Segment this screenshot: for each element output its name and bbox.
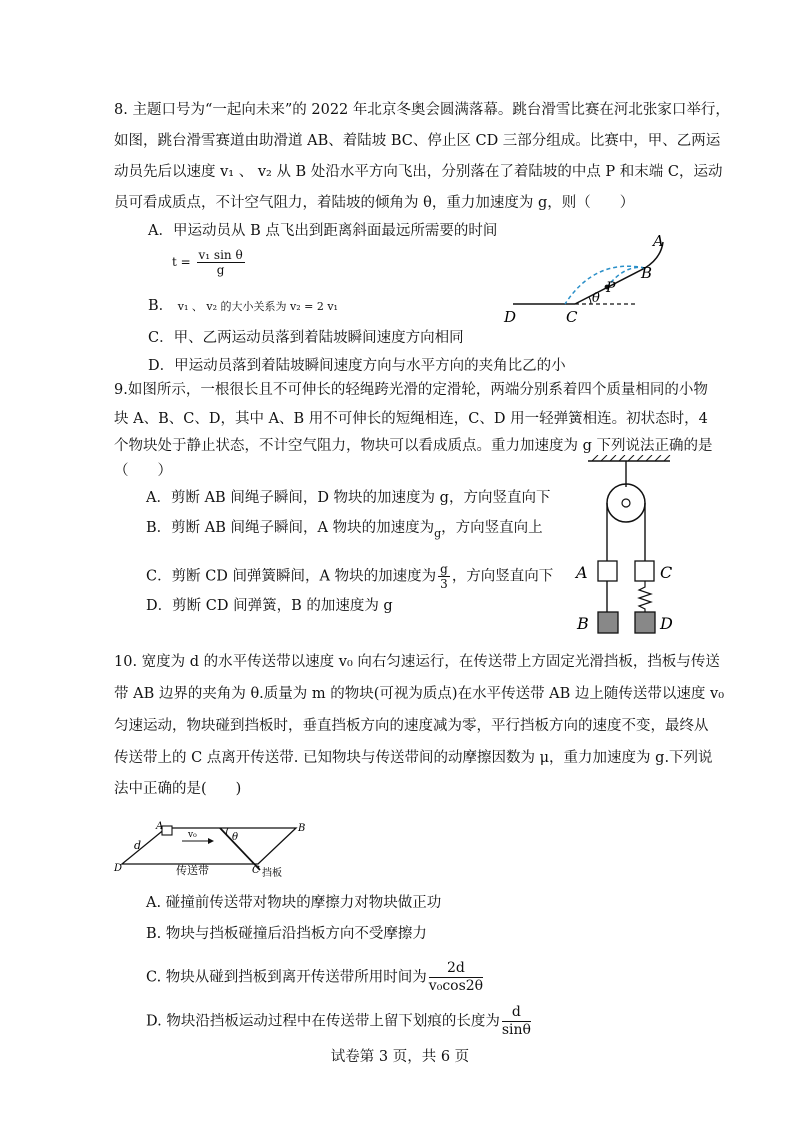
block	[162, 826, 172, 835]
velocity-arrowhead	[208, 838, 214, 844]
label-b: B	[641, 264, 653, 282]
q10-line-4: 传送带上的 C 点离开传送带. 已知物块与传送带间的动摩擦因数为 μ，重力加速度为 g.下列说	[114, 750, 713, 766]
fraction	[197, 248, 245, 277]
label-theta: θ	[592, 291, 600, 306]
q9-line-2: 块 A、B、C、D，其中 A、B 用不可伸长的短绳相连，C、D 用一轻弹簧相连。初状态时，4	[114, 411, 708, 427]
label-baffle: 挡板	[262, 868, 282, 879]
fraction-denominator: sinθ	[501, 1022, 531, 1038]
label-theta: θ	[232, 832, 239, 843]
q8-line-4: 员可看成质点，不计空气阻力，着陆坡的倾角为 θ，重力加速度为 g，则（ ）	[114, 195, 635, 211]
block-d	[635, 612, 655, 633]
theta-arc	[589, 297, 591, 304]
label-p: P	[606, 280, 616, 296]
option-d-pre: D. 物块沿挡板运动过程中在传送带上留下划痕的长度为	[146, 1013, 500, 1030]
ceiling-hatch	[592, 455, 670, 461]
option-c-post: ，方向竖直向下	[451, 568, 554, 585]
label-d: D	[504, 308, 517, 326]
q8-option-b	[148, 296, 338, 317]
q8-line-3: 动员先后以速度 v₁ 、 v₂ 从 B 处沿水平方向飞出，分别落在了着陆坡的中点 P 和末端 C，运动	[114, 164, 723, 180]
q8-line-1: 8. 主题口号为“一起向未来”的 2022 年北京冬奥会圆满落幕。跳台滑雪比赛在河北张家口举行，	[114, 102, 730, 118]
q8-line-2: 如图，跳台滑雪赛道由助滑道 AB、着陆坡 BC、停止区 CD 三部分组成。比赛中，甲、乙两运	[114, 133, 721, 149]
label-d-width: d	[134, 839, 142, 852]
q10-option-d	[146, 1004, 533, 1039]
option-b-g: g	[434, 527, 442, 540]
block-a	[598, 561, 617, 581]
q8-option-a: A．甲运动员从 B 点飞出到距离斜面最远所需要的时间	[148, 223, 498, 239]
option-c-pre: C. 物块从碰到挡板到离开传送带所用时间为	[146, 969, 427, 986]
fraction	[438, 562, 450, 591]
trajectory-to-c	[565, 266, 645, 304]
q9-pulley-figure	[570, 455, 690, 645]
fraction-numerator: v₁ sin θ	[198, 248, 243, 262]
label-a: A	[576, 563, 588, 582]
fraction-denominator: v₀cos2θ	[428, 978, 484, 994]
q9-option-d: D．剪断 CD 间弹簧，B 的加速度为 g	[146, 598, 393, 614]
label-c: C	[566, 308, 578, 326]
q10-line-5: 法中正确的是( )	[114, 781, 242, 797]
label-b: B	[577, 614, 589, 633]
q10-line-1: 10. 宽度为 d 的水平传送带以速度 v₀ 向右匀速运行，在传送带上方固定光滑挡板，挡板与传送	[114, 654, 720, 670]
label-d: D	[660, 614, 673, 633]
fraction-numerator: g	[440, 562, 448, 576]
pulley-wheel	[607, 484, 645, 522]
q10-line-3: 匀速运动，物块碰到挡板时，垂直挡板方向的速度减为零，平行挡板方向的速度不变，最终从	[114, 718, 709, 734]
q10-option-b: B. 物块与挡板碰撞后沿挡板方向不受摩擦力	[146, 926, 427, 942]
page-footer: 试卷第 3 页，共 6 页	[330, 1049, 470, 1065]
label-c: C	[660, 563, 673, 582]
q8-option-a-formula	[172, 248, 247, 277]
label-c: C	[252, 865, 260, 876]
spring-cd	[639, 581, 651, 612]
q10-option-a: A. 碰撞前传送带对物块的摩擦力对物块做正功	[146, 895, 442, 911]
fraction-numerator: d	[502, 1004, 531, 1022]
q9-option-c	[146, 562, 553, 591]
fraction-denominator: 3	[440, 577, 448, 591]
formula-lhs: t =	[172, 255, 191, 269]
belt-outline	[122, 828, 296, 864]
label-a: A	[156, 821, 164, 832]
q9-option-b	[146, 518, 543, 544]
label-d: D	[114, 863, 123, 874]
q10-option-c	[146, 960, 485, 995]
q9-line-1: 9.如图所示，一根很长且不可伸长的轻绳跨光滑的定滑轮，两端分别系着四个质量相同的小物	[114, 382, 708, 398]
q10-line-2: 带 AB 边界的夹角为 θ.质量为 m 的物块(可视为质点)在水平传送带 AB 边上随传送带以速度 v₀	[114, 686, 725, 702]
block-b	[598, 612, 618, 633]
fraction-denominator: g	[216, 263, 225, 277]
q9-option-a: A．剪断 AB 间绳子瞬间，D 物块的加速度为 g，方向竖直向下	[146, 490, 551, 506]
q8-ski-slope-figure	[495, 228, 675, 328]
q8-option-d: D．甲运动员落到着陆坡瞬间速度方向与水平方向的夹角比乙的小	[148, 358, 566, 374]
label-belt: 传送带	[176, 864, 209, 877]
q9-line-4: （ ）	[114, 463, 172, 479]
q10-conveyor-figure	[110, 818, 320, 880]
fraction-numerator: 2d	[429, 960, 483, 978]
q8-option-c: C．甲、乙两运动员落到着陆坡瞬间速度方向相同	[148, 330, 464, 346]
q9-line-3: 个物块处于静止状态，不计空气阻力，物块可以看成质点。重力加速度为 g 下列说法正确的是	[114, 438, 713, 454]
label-b: B	[298, 823, 306, 834]
fraction	[502, 1004, 531, 1039]
block-c	[635, 561, 654, 581]
option-b-post: ，方向竖直向上	[441, 520, 543, 536]
option-b-text: v₁ 、 v₂ 的大小关系为 v₂ = 2 v₁	[177, 300, 338, 313]
pulley-axle	[622, 499, 630, 507]
option-b-pre: B．剪断 AB 间绳子瞬间，A 物块的加速度为	[146, 520, 435, 536]
option-c-pre: C．剪断 CD 间弹簧瞬间，A 物块的加速度为	[146, 568, 437, 585]
label-v0: v₀	[188, 830, 197, 840]
option-b-prefix: B．	[148, 298, 174, 314]
fraction	[429, 960, 483, 995]
label-a: A	[653, 232, 664, 250]
